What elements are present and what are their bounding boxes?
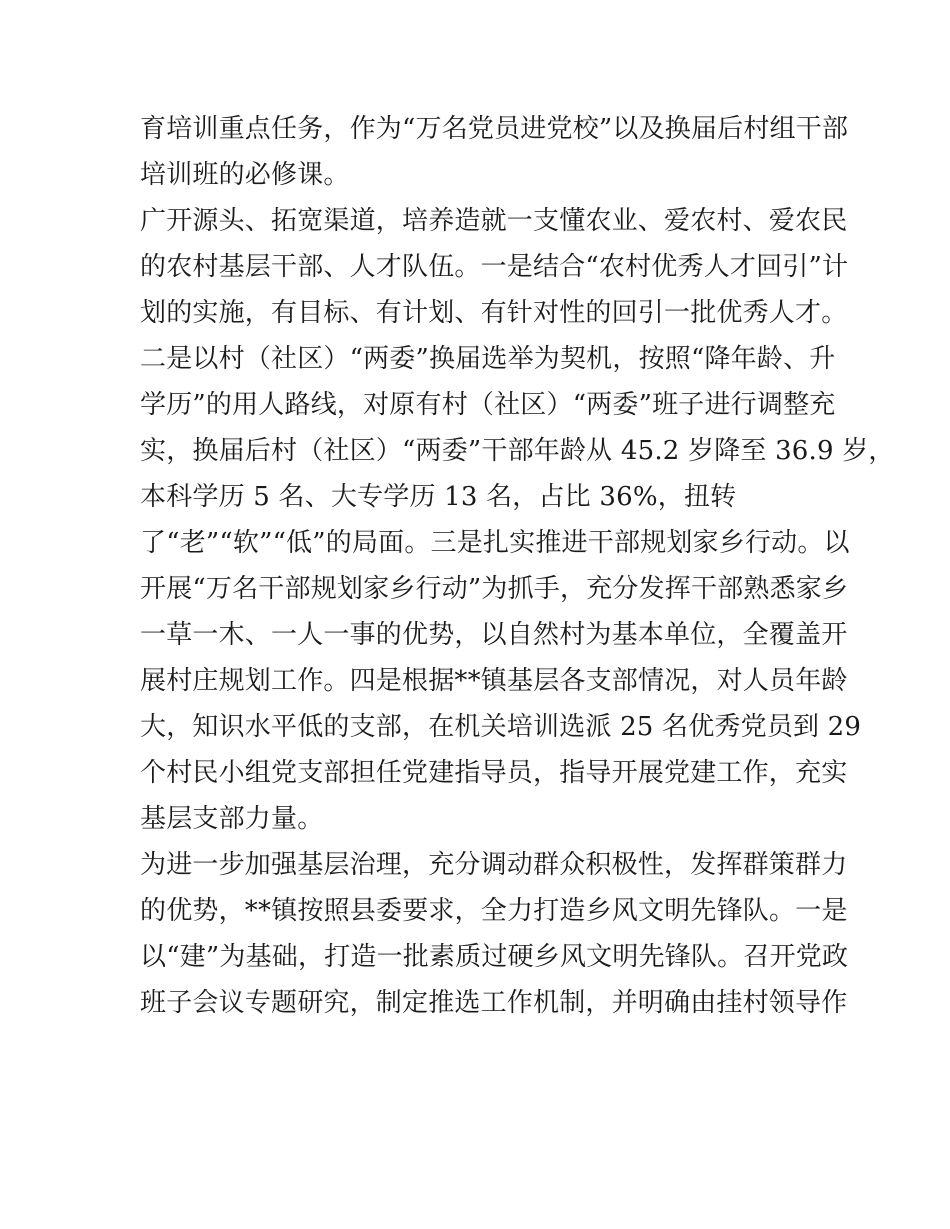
text-line: 基层支部力量。 xyxy=(140,804,324,834)
text-line: 以“建”为基础，打造一批素质过硬乡风文明先锋队。召开党政 xyxy=(140,942,849,972)
text-line: 的农村基层干部、人才队伍。一是结合“农村优秀人才回引”计 xyxy=(140,252,849,282)
text-line: 个村民小组党支部担任党建指导员，指导开展党建工作，充实 xyxy=(140,758,848,788)
text-line: 了“老”“软”“低”的局面。三是扎实推进干部规划家乡行动。以 xyxy=(140,528,850,558)
body-text xyxy=(140,106,895,1026)
text-line: 学历”的用人路线，对原有村（社区）“两委”班子进行调整充 xyxy=(140,390,836,420)
text-line: 的优势，**镇按照县委要求，全力打造乡风文明先锋队。一是 xyxy=(140,896,848,926)
text-line: 本科学历 5 名、大专学历 13 名，占比 36%，扭转 xyxy=(140,482,737,512)
text-line: 实，换届后村（社区）“两委”干部年龄从 45.2 岁降至 36.9 岁， xyxy=(140,436,895,466)
text-line: 开展“万名干部规划家乡行动”为抓手，充分发挥干部熟悉家乡 xyxy=(140,574,849,604)
text-line: 二是以村（社区）“两委”换届选举为契机，按照“降年龄、升 xyxy=(140,344,836,374)
text-line: 育培训重点任务，作为“万名党员进党校”以及换届后村组干部 xyxy=(140,114,849,144)
text-line: 为进一步加强基层治理，充分调动群众积极性，发挥群策群力 xyxy=(140,850,848,880)
text-line: 划的实施，有目标、有计划、有针对性的回引一批优秀人才。 xyxy=(140,298,848,328)
text-line: 班子会议专题研究，制定推选工作机制，并明确由挂村领导作 xyxy=(140,988,848,1018)
text-line: 一草一木、一人一事的优势，以自然村为基本单位，全覆盖开 xyxy=(140,620,848,650)
text-line: 培训班的必修课。 xyxy=(140,160,350,190)
text-line: 广开源头、拓宽渠道，培养造就一支懂农业、爱农村、爱农民 xyxy=(140,206,848,236)
text-line: 大，知识水平低的支部，在机关培训选派 25 名优秀党员到 29 xyxy=(140,712,862,742)
text-line: 展村庄规划工作。四是根据**镇基层各支部情况，对人员年龄 xyxy=(140,666,848,696)
